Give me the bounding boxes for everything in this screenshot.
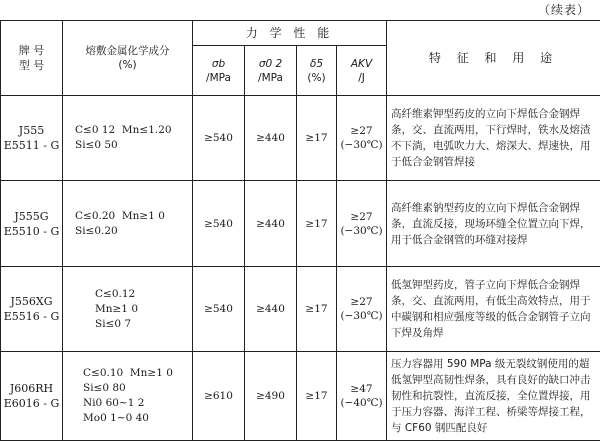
composition-line: Ni0 60∼1 2 (83, 396, 192, 411)
use-cell: 高纤维素钠型药皮的立向下焊低合金钢焊条，直流反接，现场环缝全位置立向下焊，用于低合金钢管的环缝对接焊 (387, 181, 600, 267)
header-model: 型 号 (19, 59, 45, 72)
model: E5516 - G (4, 310, 60, 323)
akv-value: ≥27 (337, 124, 386, 138)
delta5-cell: ≥17 (297, 96, 337, 181)
delta5-unit: (%) (307, 72, 325, 84)
header-composition-unit: (%) (118, 59, 136, 71)
akv-cell (337, 267, 387, 352)
sigma-02-cell: ≥440 (245, 181, 297, 267)
akv-temp: (−30℃) (337, 138, 386, 152)
composition-line: C≤0.20 Mn≥1 0 (75, 209, 192, 224)
header-mechanical: 力 学 性 能 (193, 21, 387, 46)
header-composition (63, 21, 193, 96)
akv-temp: (−40℃) (337, 396, 386, 410)
grade-cell (1, 96, 63, 181)
header-sigma-b (193, 46, 245, 96)
model: E5510 - G (4, 225, 60, 238)
akv-value: ≥27 (337, 210, 386, 224)
composition-cell (63, 181, 193, 267)
composition-line: Si≤0.20 (75, 224, 192, 239)
use-cell: 压力容器用 590 MPa 级无裂纹钢使用的超低氢钾型高韧性焊条，具有良好的缺口冲击韧性和抗裂性，直流反接，全位置焊接，用于压力容器、海洋工程、桥梁等焊接工程，与 CF60 钢匹配良好 (387, 352, 600, 441)
use-cell: 低氢钾型药皮，管子立向下焊低合金钢焊条，交、直流两用，有低尘高效特点，用于中碳钢和相应强度等级的低合金钢管子立向下焊及角焊 (387, 267, 600, 352)
model: E5511 - G (4, 139, 60, 152)
header-akv (337, 46, 387, 96)
composition-line: C≤0 12 Mn≤1.20 (75, 123, 192, 138)
akv-cell (337, 96, 387, 181)
table-row (1, 96, 600, 181)
composition-line: Si≤0 80 (83, 381, 192, 396)
grade-cell (1, 267, 63, 352)
akv-temp: (−30℃) (337, 224, 386, 238)
composition-line: C≤0.10 Mn≥1 0 (83, 366, 192, 381)
delta5-cell: ≥17 (297, 181, 337, 267)
header-sigma-02 (245, 46, 297, 96)
sigma-02-symbol: σ0 2 (259, 58, 282, 70)
delta5-symbol: δ5 (310, 58, 323, 70)
grade: J556XG (10, 295, 52, 308)
composition-cell (63, 352, 193, 441)
composition-line: Mo0 1∼0 40 (83, 411, 192, 426)
sigma-02-cell: ≥440 (245, 267, 297, 352)
composition-line: Mn≥1 0 (95, 302, 192, 317)
sigma-b-symbol: σb (212, 58, 225, 70)
delta5-cell: ≥17 (297, 352, 337, 441)
continued-label: （续表） (538, 1, 590, 18)
akv-cell (337, 181, 387, 267)
akv-symbol: AKV (351, 58, 372, 70)
table-row (1, 181, 600, 267)
header-grade-model (1, 21, 63, 96)
header-features: 特 征 和 用 途 (387, 21, 600, 96)
akv-cell (337, 352, 387, 441)
composition-cell (63, 96, 193, 181)
use-cell: 高纤维素钾型药皮的立向下焊低合金钢焊条，交、直流两用，下行焊时，铁水及熔渣不下淌，电弧吹力大、熔深大、焊速快，用于低合金钢管焊接 (387, 96, 600, 181)
sigma-b-cell: ≥610 (193, 352, 245, 441)
sigma-02-cell: ≥440 (245, 96, 297, 181)
model: E6016 - G (4, 397, 60, 410)
table-row (1, 267, 600, 352)
grade-cell (1, 352, 63, 441)
header-delta5 (297, 46, 337, 96)
header-grade: 牌 号 (19, 44, 45, 57)
grade: J555 (19, 124, 44, 137)
electrode-table (0, 20, 600, 441)
delta5-cell: ≥17 (297, 267, 337, 352)
composition-line: Si≤0 7 (95, 317, 192, 332)
grade: J555G (14, 210, 48, 223)
composition-cell (63, 267, 193, 352)
akv-value: ≥27 (337, 295, 386, 309)
sigma-02-cell: ≥490 (245, 352, 297, 441)
grade-cell (1, 181, 63, 267)
sigma-b-cell: ≥540 (193, 96, 245, 181)
sigma-b-cell: ≥540 (193, 267, 245, 352)
header-composition-label: 熔敷金属化学成分 (86, 45, 170, 57)
akv-temp: (−30℃) (337, 309, 386, 323)
table-row (1, 352, 600, 441)
sigma-b-unit: /MPa (206, 72, 231, 84)
sigma-b-cell: ≥540 (193, 181, 245, 267)
akv-value: ≥47 (337, 382, 386, 396)
sigma-02-unit: /MPa (258, 72, 283, 84)
composition-line: Si≤0 50 (75, 138, 192, 153)
akv-unit: /J (358, 72, 365, 84)
grade: J606RH (10, 382, 53, 395)
composition-line: C≤0.12 (95, 287, 192, 302)
